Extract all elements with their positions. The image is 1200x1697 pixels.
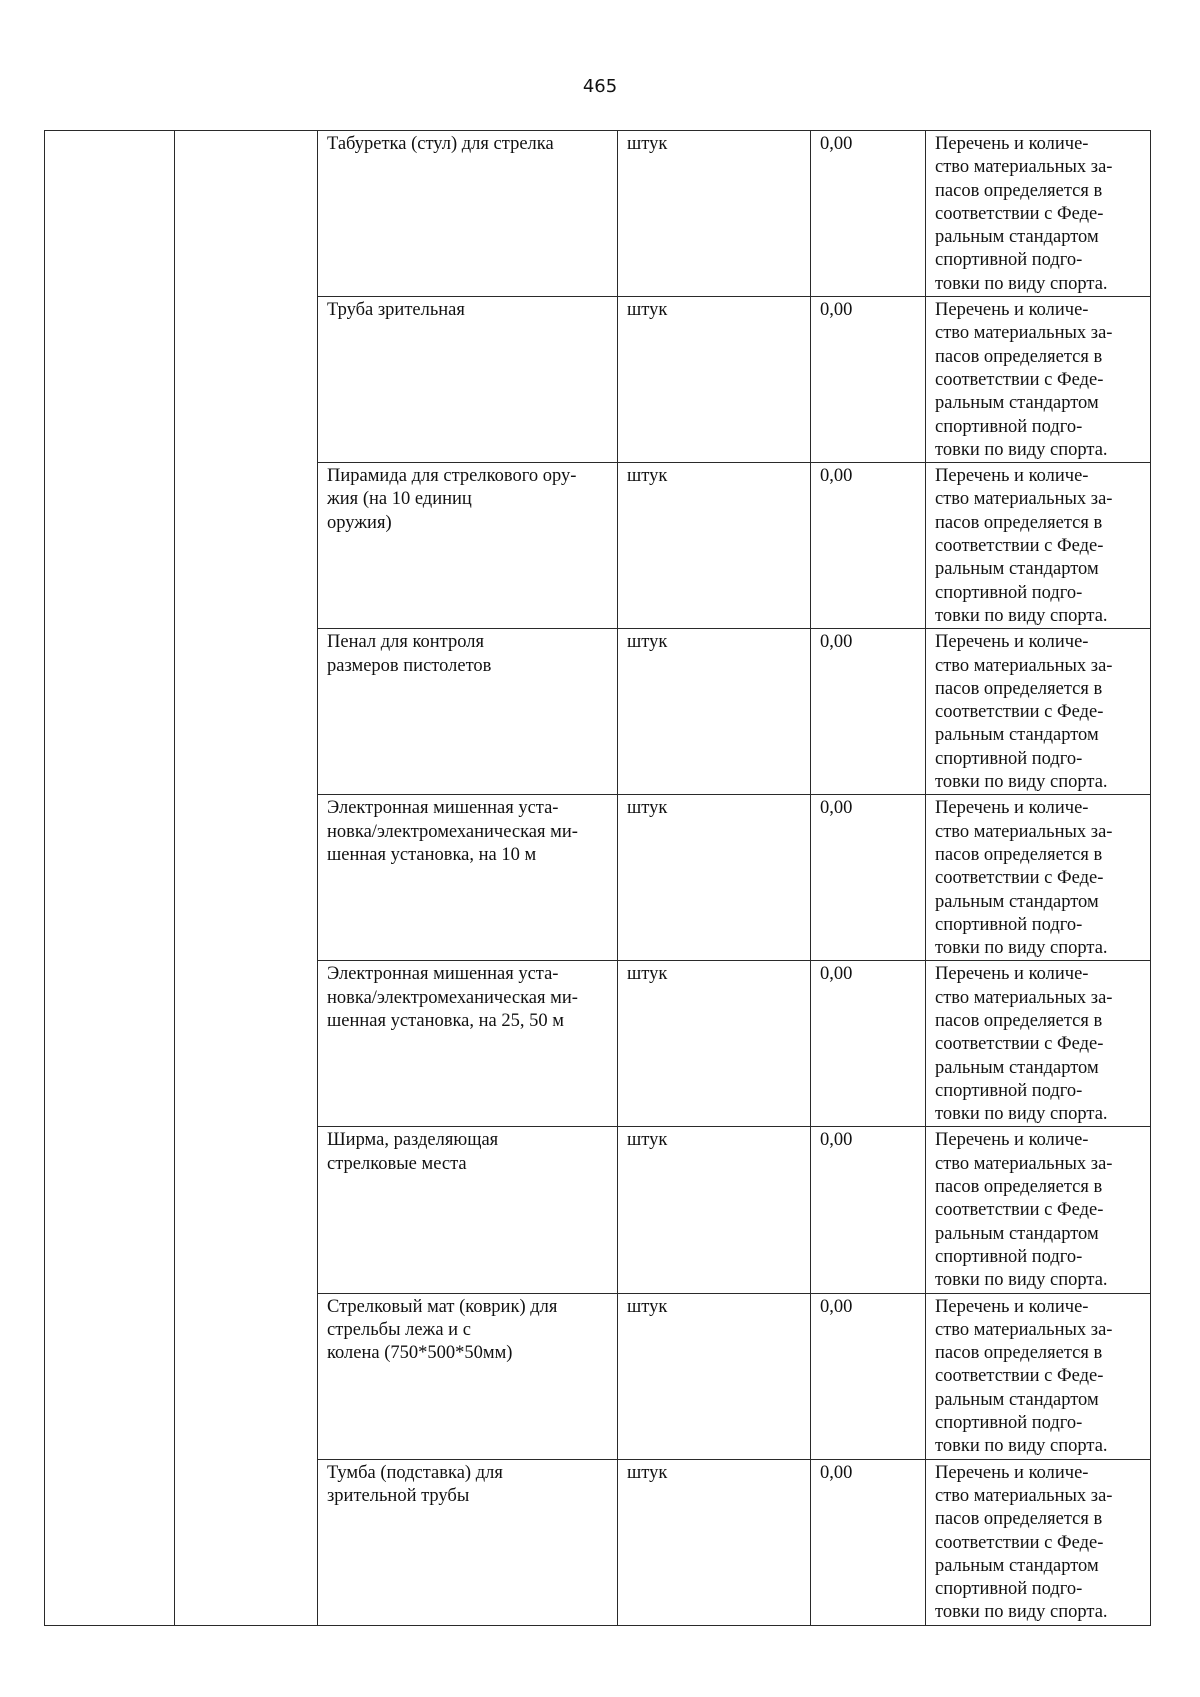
item-name-cell: [318, 629, 618, 795]
note-cell: [926, 131, 1151, 297]
note-line: товки по виду спорта.: [935, 1104, 1108, 1125]
note-line: Перечень и количе-: [935, 1296, 1089, 1317]
note-cell: [926, 297, 1151, 463]
item-name-cell: [318, 297, 618, 463]
item-name-line: жия (на 10 единиц: [327, 489, 472, 510]
quantity-cell: 0,00: [811, 961, 926, 1127]
note-line: пасов определяется в: [935, 678, 1103, 699]
item-name-line: Тумба (подставка) для: [327, 1462, 503, 1483]
note-line: пасов определяется в: [935, 180, 1103, 201]
note-line: спортивной подго-: [935, 582, 1083, 603]
note-line: соответствии с Феде-: [935, 536, 1104, 557]
note-line: пасов определяется в: [935, 844, 1103, 865]
note-cell: [926, 463, 1151, 629]
note-line: товки по виду спорта.: [935, 772, 1108, 793]
merged-empty-cell-2: [175, 131, 318, 1626]
unit-cell: штук: [618, 961, 811, 1127]
note-line: ральным стандартом: [935, 1223, 1099, 1244]
note-line: ральным стандартом: [935, 891, 1099, 912]
note-line: пасов определяется в: [935, 1343, 1103, 1364]
quantity-cell: 0,00: [811, 1293, 926, 1459]
note-line: Перечень и количе-: [935, 466, 1089, 487]
note-line: ральным стандартом: [935, 559, 1099, 580]
note-cell: [926, 1459, 1151, 1625]
note-line: Перечень и количе-: [935, 134, 1089, 154]
note-line: спортивной подго-: [935, 1080, 1083, 1101]
table-row: [45, 131, 1151, 297]
note-line: пасов определяется в: [935, 1509, 1103, 1530]
item-name-cell: [318, 1293, 618, 1459]
note-line: товки по виду спорта.: [935, 1436, 1108, 1457]
quantity-cell: 0,00: [811, 629, 926, 795]
item-name-line: Электронная мишенная уста-: [327, 798, 559, 819]
note-line: ство материальных за-: [935, 1485, 1113, 1506]
note-line: товки по виду спорта.: [935, 273, 1108, 294]
unit-cell: штук: [618, 1293, 811, 1459]
note-line: Перечень и количе-: [935, 300, 1089, 321]
note-line: ральным стандартом: [935, 227, 1099, 248]
note-line: соответствии с Феде-: [935, 702, 1104, 723]
quantity-cell: 0,00: [811, 463, 926, 629]
merged-empty-cell-1: [45, 131, 175, 1626]
item-name-cell: [318, 1459, 618, 1625]
item-name-cell: [318, 795, 618, 961]
equipment-table-body: [45, 131, 1151, 1626]
note-line: товки по виду спорта.: [935, 938, 1108, 959]
item-name-line: колена (750*500*50мм): [327, 1343, 513, 1364]
item-name-line: стрельбы лежа и с: [327, 1319, 471, 1340]
note-cell: [926, 1127, 1151, 1293]
item-name-line: новка/электромеханическая ми-: [327, 987, 578, 1008]
unit-cell: штук: [618, 1127, 811, 1293]
note-line: соответствии с Феде-: [935, 1532, 1104, 1553]
note-line: ство материальных за-: [935, 157, 1113, 178]
note-line: спортивной подго-: [935, 1413, 1083, 1434]
unit-cell: штук: [618, 297, 811, 463]
note-line: ство материальных за-: [935, 489, 1113, 510]
item-name-line: Электронная мишенная уста-: [327, 964, 559, 985]
note-line: спортивной подго-: [935, 1579, 1083, 1600]
note-line: Перечень и количе-: [935, 1130, 1089, 1151]
item-name-line: оружия): [327, 512, 392, 533]
unit-cell: штук: [618, 1459, 811, 1625]
note-line: товки по виду спорта.: [935, 1270, 1108, 1291]
note-line: ральным стандартом: [935, 1389, 1099, 1410]
note-line: пасов определяется в: [935, 512, 1103, 533]
item-name-cell: [318, 1127, 618, 1293]
note-line: Перечень и количе-: [935, 1462, 1089, 1483]
item-name-line: Ширма, разделяющая: [327, 1130, 499, 1151]
item-name-line: зрительной трубы: [327, 1485, 470, 1506]
note-line: Перечень и количе-: [935, 798, 1089, 819]
quantity-cell: 0,00: [811, 131, 926, 297]
note-line: соответствии с Феде-: [935, 1366, 1104, 1387]
note-line: ральным стандартом: [935, 393, 1099, 414]
item-name-line: размеров пистолетов: [327, 655, 492, 676]
note-cell: [926, 629, 1151, 795]
note-line: ство материальных за-: [935, 655, 1113, 676]
note-line: соответствии с Феде-: [935, 1034, 1104, 1055]
note-line: ральным стандартом: [935, 1555, 1099, 1576]
note-line: ство материальных за-: [935, 1153, 1113, 1174]
note-cell: [926, 1293, 1151, 1459]
unit-cell: штук: [618, 131, 811, 297]
note-line: пасов определяется в: [935, 1010, 1103, 1031]
note-cell: [926, 795, 1151, 961]
note-line: ральным стандартом: [935, 725, 1099, 746]
note-line: ство материальных за-: [935, 987, 1113, 1008]
unit-cell: штук: [618, 629, 811, 795]
item-name-line: стрелковые места: [327, 1153, 467, 1174]
note-line: ство материальных за-: [935, 821, 1113, 842]
quantity-cell: 0,00: [811, 297, 926, 463]
note-line: спортивной подго-: [935, 748, 1083, 769]
note-line: соответствии с Феде-: [935, 369, 1104, 390]
note-cell: [926, 961, 1151, 1127]
item-name-line: Пенал для контроля: [327, 632, 484, 653]
item-name-line: Труба зрительная: [327, 300, 465, 321]
quantity-cell: 0,00: [811, 1127, 926, 1293]
quantity-cell: 0,00: [811, 1459, 926, 1625]
item-name-line: шенная установка, на 10 м: [327, 844, 537, 865]
item-name-cell: [318, 131, 618, 297]
note-line: Перечень и количе-: [935, 964, 1089, 985]
quantity-cell: 0,00: [811, 795, 926, 961]
note-line: спортивной подго-: [935, 914, 1083, 935]
item-name-line: новка/электромеханическая ми-: [327, 821, 578, 842]
note-line: спортивной подго-: [935, 1246, 1083, 1267]
note-line: товки по виду спорта.: [935, 1602, 1108, 1623]
item-name-line: Стрелковый мат (коврик) для: [327, 1296, 558, 1317]
note-line: спортивной подго-: [935, 416, 1083, 437]
equipment-table: [44, 130, 1151, 1626]
note-line: пасов определяется в: [935, 346, 1103, 367]
note-line: ральным стандартом: [935, 1057, 1099, 1078]
note-line: спортивной подго-: [935, 250, 1083, 271]
note-line: Перечень и количе-: [935, 632, 1089, 653]
item-name-line: Табуретка (стул) для стрелка: [327, 134, 554, 154]
item-name-line: шенная установка, на 25, 50 м: [327, 1010, 564, 1031]
note-line: товки по виду спорта.: [935, 439, 1108, 460]
note-line: соответствии с Феде-: [935, 203, 1104, 224]
note-line: товки по виду спорта.: [935, 605, 1108, 626]
item-name-line: Пирамида для стрелкового ору-: [327, 466, 577, 487]
note-line: ство материальных за-: [935, 323, 1113, 344]
note-line: ство материальных за-: [935, 1319, 1113, 1340]
item-name-cell: [318, 463, 618, 629]
note-line: соответствии с Феде-: [935, 1200, 1104, 1221]
page-number: 465: [582, 76, 618, 97]
item-name-cell: [318, 961, 618, 1127]
unit-cell: штук: [618, 463, 811, 629]
unit-cell: штук: [618, 795, 811, 961]
note-line: пасов определяется в: [935, 1177, 1103, 1198]
note-line: соответствии с Феде-: [935, 868, 1104, 889]
